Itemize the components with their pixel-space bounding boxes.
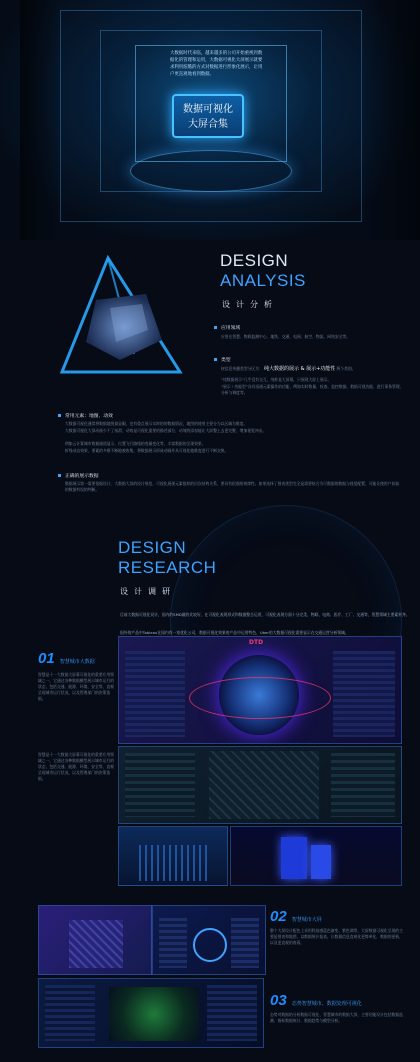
- analysis-s4-heading: 正确的展示数据: [58, 472, 99, 479]
- analysis-s2-suffix: 两个类别。: [336, 366, 356, 371]
- analysis-s3-heading: 常用元素：地图、动效: [58, 412, 113, 419]
- analysis-s1-text: 应用在智慧、物联监测中心、地铁、交通、电网、航空、物流、网络安全等。: [221, 334, 351, 339]
- analysis-s2-heading: 类型: [214, 356, 231, 363]
- research-para2: 国外的产品中Tableau在国内有一家优化公司，数据可视化效果的产品中运用特色，Uber的大数据可视化需要显示在交通运营分析领域。: [120, 630, 349, 635]
- item-01-number: 01: [38, 650, 55, 667]
- analysis-s3-text3: 例如云计算城市数据通道显示，位置飞行路线的变量变化等，丰富数据的呈现效果。: [65, 441, 206, 446]
- hero-floor-ring: [130, 150, 292, 192]
- screen-7-situation-dashboard: [38, 978, 264, 1048]
- item-01-text: 智慧是十一大数据大屏幕可视化的重要应用领域之一，它通过各种数据模型展示城市运行的状态，包括交通、能源、环境、安全等，直观呈现城市运行状况，以及管理部门的决策依据。: [38, 672, 114, 701]
- analysis-s2-intro-text: 按信息传播类型分区为：: [221, 366, 263, 371]
- hero-banner: [0, 0, 420, 240]
- screen-2-map-dashboard: [118, 746, 402, 824]
- research-para1: 目前大数据可视化设计，国内的SMD做的比较好，在可视化表现形式和数据整合运用，可视化表现方面十分完美，物联、电商、医疗、工厂、交通等，智慧领域主要素材齐。: [120, 612, 410, 617]
- analysis-s2-text1: “纯数据展示”几乎没有交互，纯粹是大屏幕，只展现大屏上展示。: [221, 377, 332, 382]
- item-01-label: 智慧城市大数据: [59, 659, 95, 665]
- screen-5-city-dashboard: [38, 905, 152, 975]
- hero-intro-text: 大数据时代来临，越来越多的公司开始重视到数据化的管理和运用，大数据可视化大屏展示就要求利用炫酷的方式对数据进行形象化展示，让用户更直观地看到数据。: [170, 51, 263, 77]
- item-03-label: 态势智慧城市、数据处理可视化: [291, 1001, 362, 1007]
- analysis-s2-highlight: 纯大数据的展示 & 展示+功能性: [263, 366, 336, 372]
- research-title-line2: RESEARCH: [118, 558, 217, 577]
- item-03-header: [270, 990, 362, 1009]
- analysis-s3-text1: 大数据可视化通常将数据地图最显眼，也有重点展示实时的的数据情况，地图的使用主要分为以区域为维度。: [65, 421, 248, 426]
- hero-title-panel: [172, 94, 244, 138]
- item-03-number: 03: [270, 992, 287, 1009]
- analysis-s1-heading: 应用领域: [214, 324, 240, 331]
- analysis-title-line1: DESIGN: [220, 251, 289, 270]
- screen-6-stats-dashboard: [152, 905, 266, 975]
- item-02-text: 整个大屏设计配色上采用科技感蓝色渐变、紫色调等，大屏数据可视化呈现的主要是图表和地图，以数据统计报表，让数据信息直观化更简单化，数据的更新，以及更直观的查看。: [270, 928, 403, 945]
- item-03-text: 态势对数据的分析数据可视化、智慧城市的数据大屏，主要功能设计包括数据监测、指标数据统计、数据趋势与模型分析。: [270, 1012, 403, 1023]
- research-subtitle: 设计调研: [120, 587, 176, 596]
- screen-3-city-3d: [118, 826, 228, 886]
- analysis-s2-intro: [221, 366, 406, 372]
- analysis-title-line2: ANALYSIS: [220, 271, 306, 290]
- analysis-s4-text: 数据展示第一需要依据设计，大数据大屏的设计规范，可视化展现元素组织的层次结构关系，要具有很强的规律性。如果选择了图表类型完全是需要结合为可数据的数据与视觉配置，可能让使用户获取的数据有误的判断。: [65, 481, 400, 492]
- screen-1-title: DTD: [249, 639, 264, 646]
- analysis-s2-text2: “展示＋功能型”具有再通元素操作的功能，例如实时数量、检查、监控数据、数据可视功能、进行事务管理、分析与调度等。: [221, 384, 404, 395]
- item-02-header: [270, 906, 322, 925]
- item-02-number: 02: [270, 908, 287, 925]
- hero-title-line2: 大屏合集: [188, 119, 228, 130]
- analysis-s3-text2: 大数据可视化大屏动画少不了丝滑，动效是可视化重要的描述部分，动效的添加能让大屏整上去更完整，增加视觉冲击。: [65, 428, 267, 433]
- research-title-line1: DESIGN: [118, 538, 187, 557]
- item-02-label: 智慧城市大屏: [291, 917, 322, 923]
- screen-1-dashboard: [118, 636, 402, 744]
- analysis-s3-text4: 折线动态效果，要素的多维不断地被收集，将数据展示形成动画并从可视化地维度进行不断交换。: [65, 448, 229, 453]
- screen-7-map: [109, 987, 199, 1041]
- pyramid-illustration: [50, 250, 190, 390]
- item-01-text-2: 智慧是十一大数据大屏幕可视化的重要应用领域之一，它通过各种数据模型展示城市运行的状态，包括交通、能源、环境、安全等，直观呈现城市运行状况，以及管理部门的决策依据。: [38, 752, 114, 781]
- analysis-subtitle: 设计分析: [222, 300, 278, 309]
- hero-title-line1: 数据可视化: [183, 104, 233, 115]
- screen-4-buildings: [230, 826, 402, 886]
- item-01-header: [38, 648, 95, 667]
